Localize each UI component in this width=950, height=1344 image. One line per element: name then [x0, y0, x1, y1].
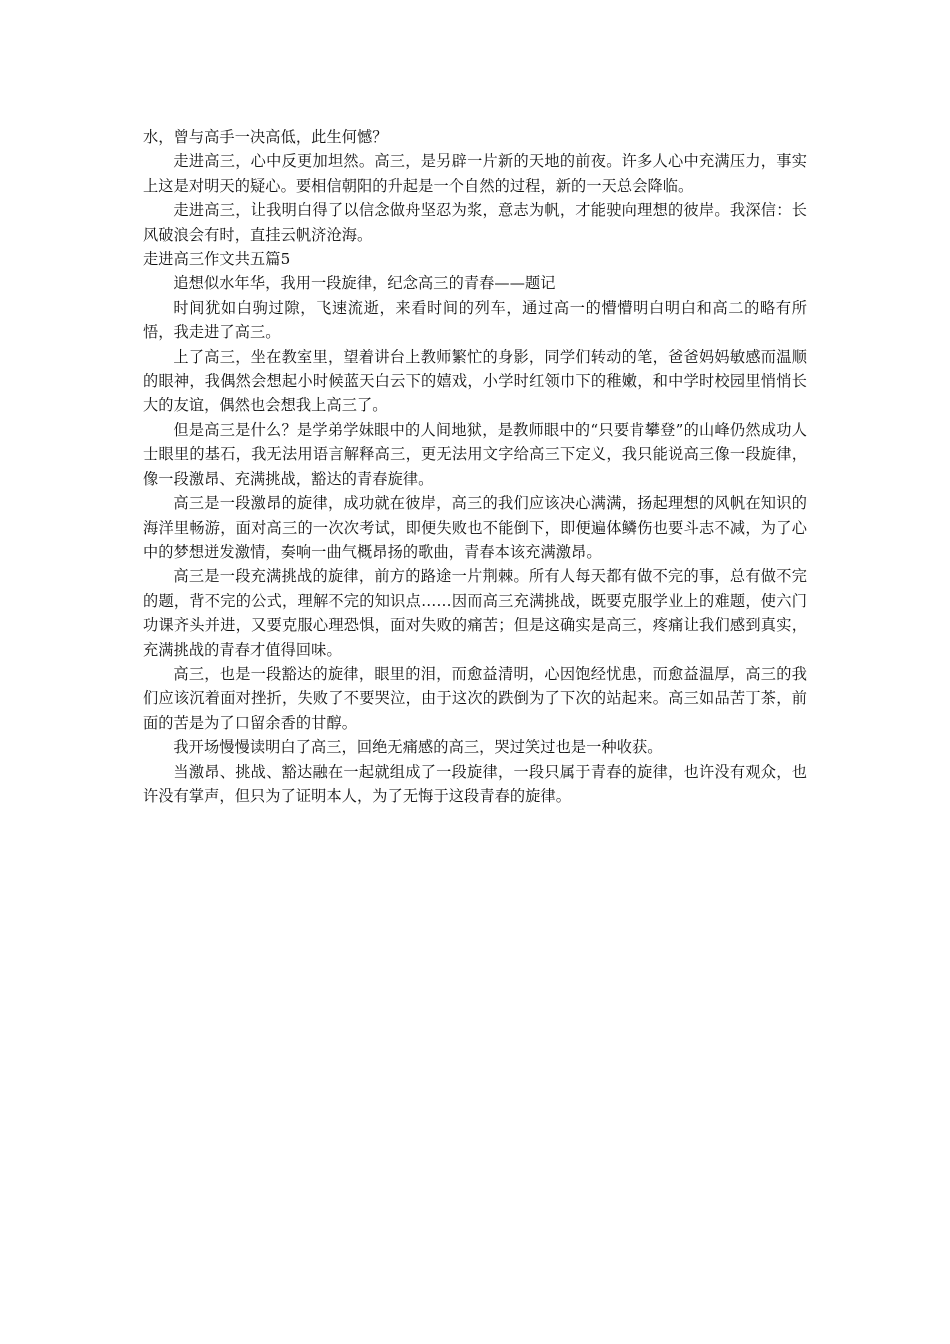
paragraph: 但是高三是什么？是学弟学妹眼中的人间地狱，是教师眼中的“只要肯攀登”的山峰仍然成功人士眼里的基石，我无法用语言解释高三，更无法用文字给高三下定义，我只能说高三像一段旋律，像一段激昂、充满挑战，豁达的青春旋律。 — [143, 420, 807, 488]
epigraph: 追想似水年华，我用一段旋律，纪念高三的青春——题记 — [173, 274, 556, 293]
document-body — [143, 125, 807, 808]
paragraph: 水，曾与高手一决高低，此生何憾？ — [143, 128, 388, 146]
paragraph: 走进高三，让我明白得了以信念做舟坚忍为浆，意志为帆，才能驶向理想的彼岸。我深信：长风破浪会有时，直挂云帆济沧海。 — [143, 201, 807, 244]
essay-title: 走进高三作文共五篇5 — [143, 250, 291, 269]
paragraph: 走进高三，心中反更加坦然。高三，是另辟一片新的天地的前夜。许多人心中充满压力，事实上这是对明天的疑心。要相信朝阳的升起是一个自然的过程，新的一天总会降临。 — [143, 152, 807, 195]
paragraph: 高三，也是一段豁达的旋律，眼里的泪，而愈益清明，心因饱经忧患，而愈益温厚，高三的我们应该沉着面对挫折，失败了不要哭泣，由于这次的跌倒为了下次的站起来。高三如品苦丁茶，前面的苦是为了口留余香的甘醇。 — [143, 664, 807, 732]
paragraph: 上了高三，坐在教室里，望着讲台上教师繁忙的身影，同学们转动的笔，爸爸妈妈敏感而温顺的眼神，我偶然会想起小时候蓝天白云下的嬉戏，小学时红领巾下的稚嫩，和中学时校园里悄悄长大的友谊，偶然也会想我上高三了。 — [143, 347, 807, 415]
paragraph: 高三是一段充满挑战的旋律，前方的路途一片荆棘。所有人每天都有做不完的事，总有做不完的题，背不完的公式，理解不完的知识点……因而高三充满挑战，既要克服学业上的难题，使六门功课齐头并进，又要克服心理恐惧，面对失败的痛苦；但是这确实是高三，疼痛让我们感到真实，充满挑战的青春才值得回味。 — [143, 567, 807, 659]
paragraph: 高三是一段激昂的旋律，成功就在彼岸，高三的我们应该决心满满，扬起理想的风帆在知识的海洋里畅游，面对高三的一次次考试，即便失败也不能倒下，即便遍体鳞伤也要斗志不减，为了心中的梦想迸发激情，奏响一曲气概昂扬的歌曲，青春本该充满激昂。 — [143, 494, 807, 561]
paragraph: 我开场慢慢读明白了高三，回绝无痛感的高三，哭过笑过也是一种收获。 — [173, 738, 663, 757]
paragraph: 时间犹如白驹过隙，飞速流逝，来看时间的列车，通过高一的懵懵明白明白和高二的略有所悟，我走进了高三。 — [143, 298, 807, 342]
paragraph: 当激昂、挑战、豁达融在一起就组成了一段旋律，一段只属于青春的旋律，也许没有观众，也许没有掌声，但只为了证明本人，为了无悔于这段青春的旋律。 — [143, 762, 807, 805]
